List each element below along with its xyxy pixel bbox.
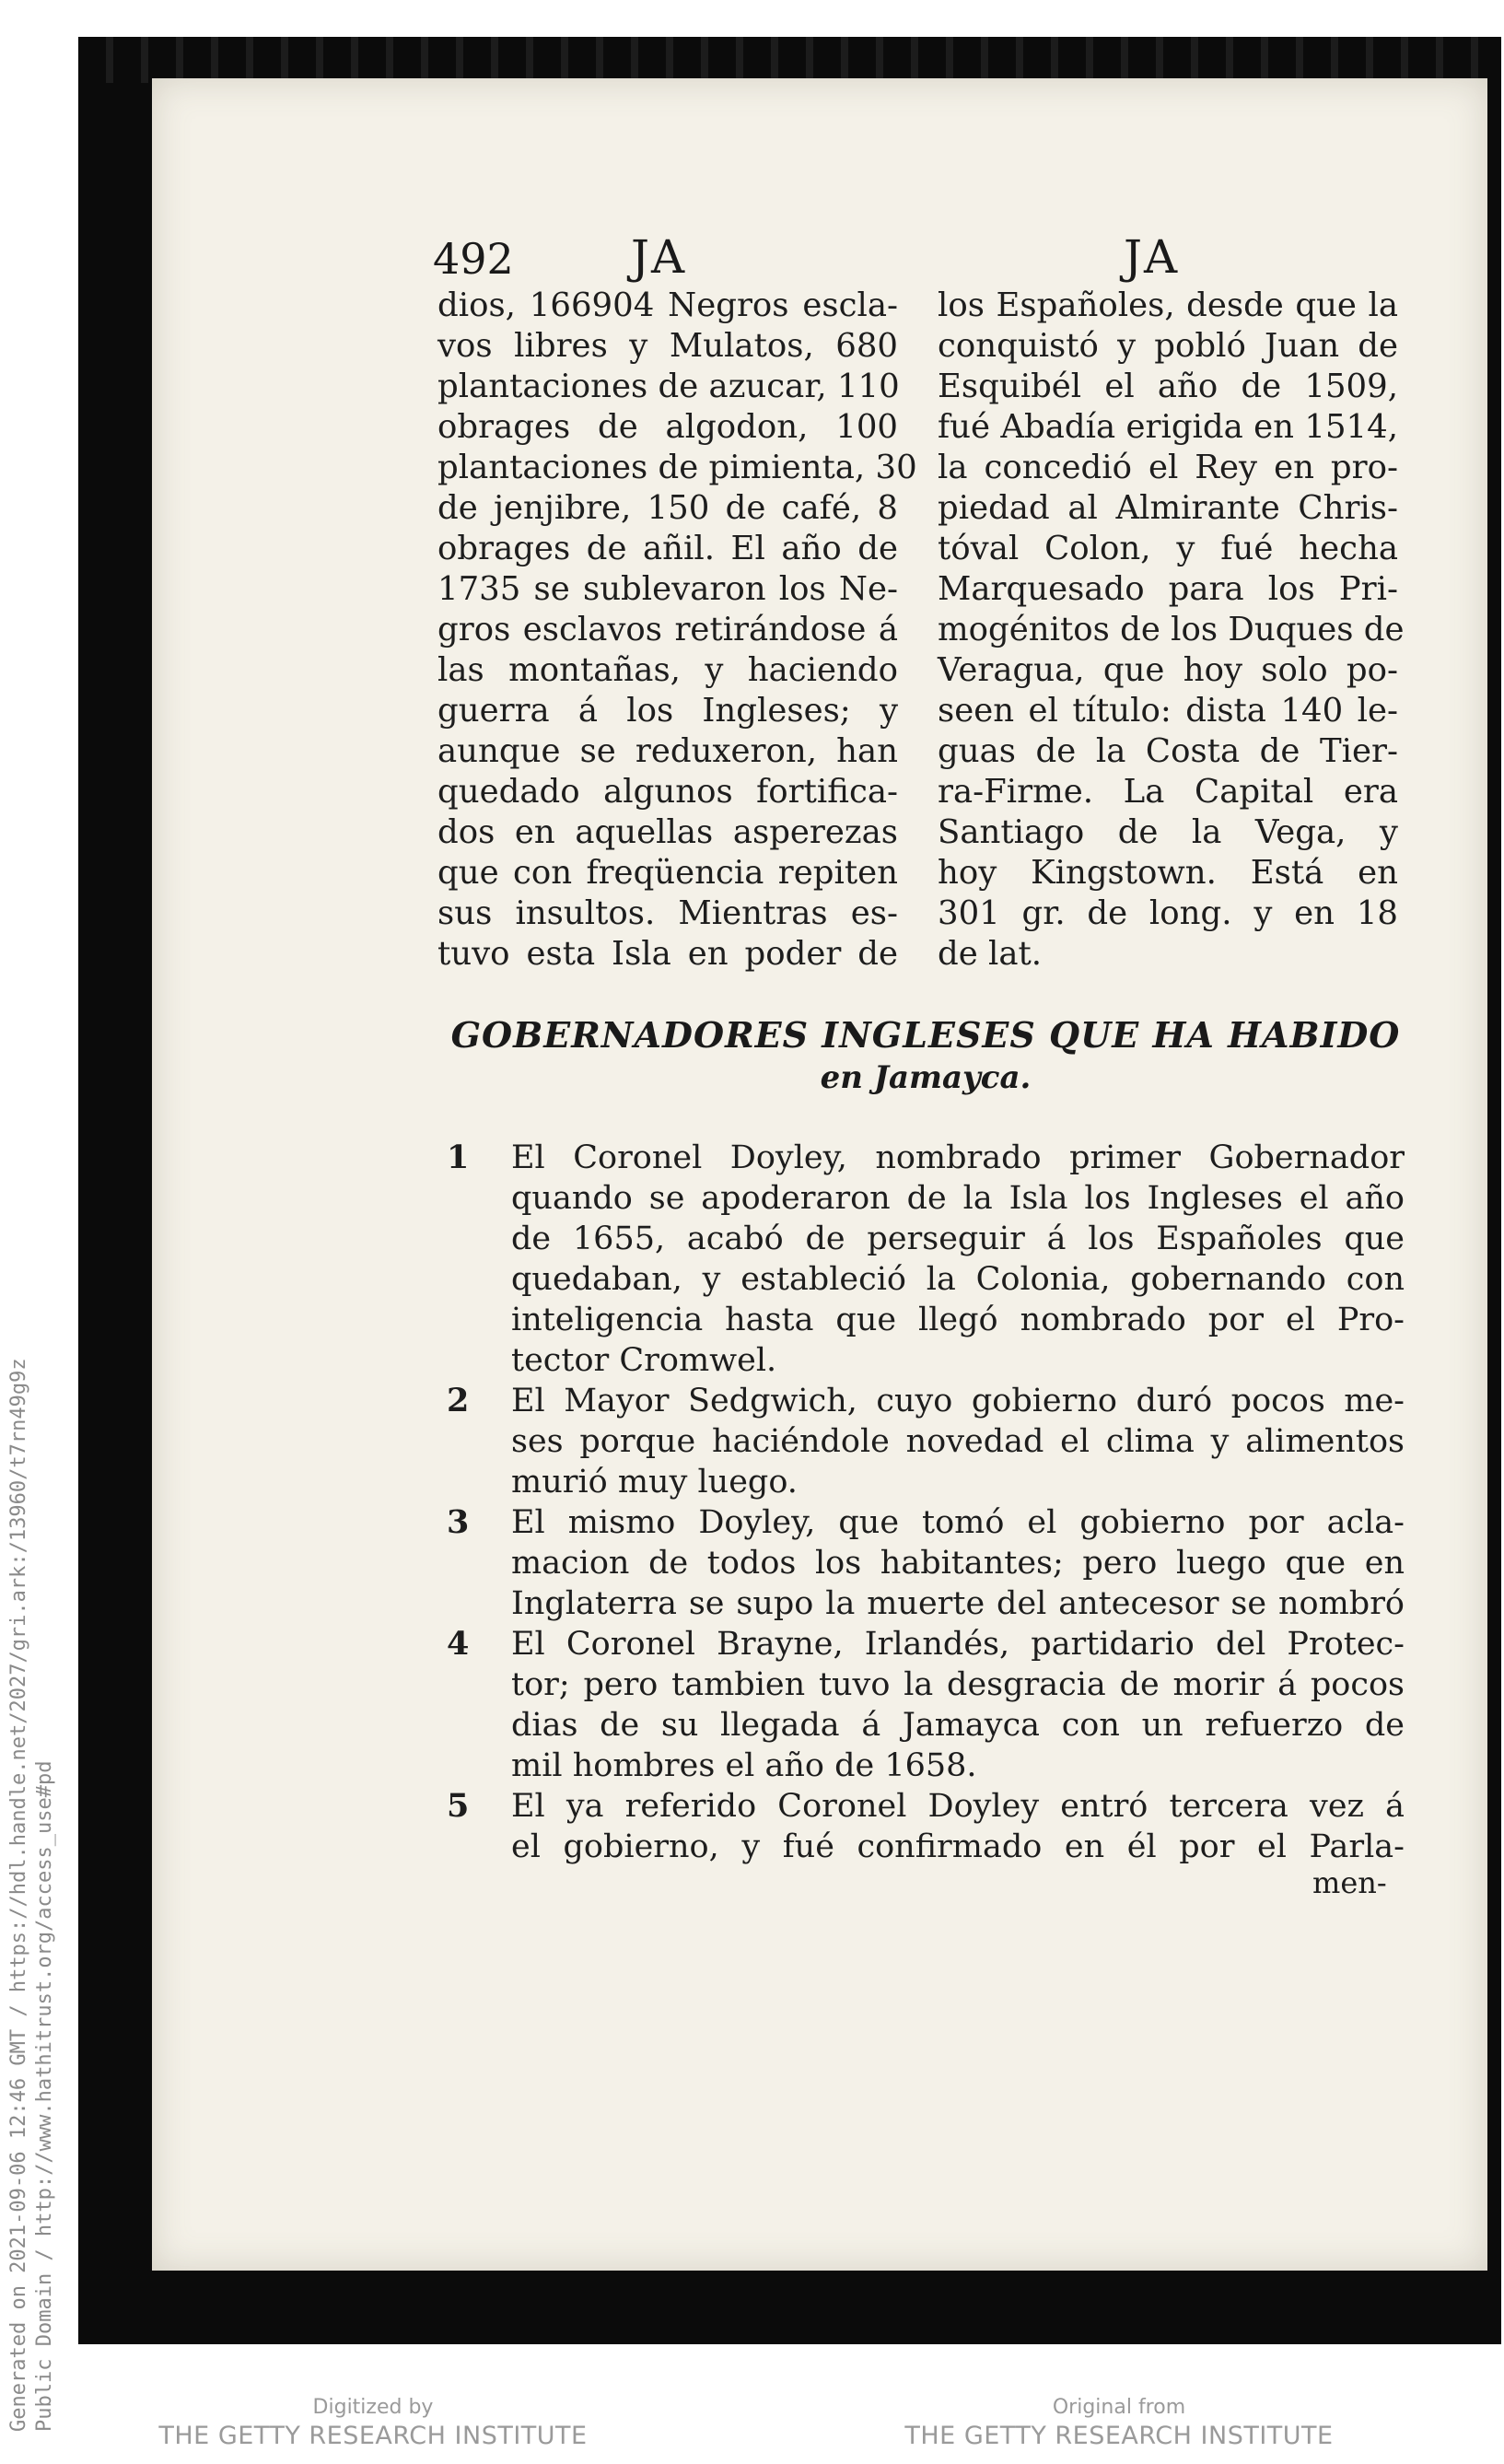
text-line: la concedió el Rey en pro- (938, 449, 1398, 486)
text-line: guas de la Costa de Tier- (938, 732, 1398, 770)
text-line: las montañas, y haciendo (437, 651, 898, 689)
text-line: El ya referido Coronel Doyley entró tercera vez á (511, 1788, 1405, 1825)
text-line: murió muy luego. (511, 1464, 798, 1501)
text-line: El Coronel Doyley, nombrado primer Gobernador (511, 1139, 1405, 1176)
list-item (442, 1786, 1405, 1867)
section-subtitle: en Jamayca. (820, 1059, 1032, 1096)
text-line: mil hombres el año de 1658. (511, 1747, 977, 1784)
footer-digitized-by (97, 2395, 649, 2452)
item-number: 3 (447, 1503, 470, 1541)
text-line: Santiago de la Vega, y (938, 813, 1398, 851)
text-line: piedad al Almirante Chris- (938, 489, 1398, 527)
scan-edge (78, 37, 1501, 83)
text-line: El Mayor Sedgwich, cuyo gobierno duró pocos me- (511, 1383, 1405, 1419)
text-line: ra-Firme. La Capital era (938, 773, 1398, 811)
text-line: quedaban, y estableció la Colonia, gobernando con (511, 1261, 1405, 1298)
governors-list (442, 1138, 1405, 1867)
footer-institution: THE GETTY RESEARCH INSTITUTE (904, 2422, 1334, 2450)
text-line: plantaciones de pimienta, 30 (437, 449, 917, 486)
text-line: gros esclavos retirándose á (437, 611, 898, 648)
item-number: 2 (447, 1382, 470, 1419)
text-line: tóval Colon, y fué hecha (938, 530, 1398, 567)
stamp-public-domain-line: Public Domain / http://www.hathitrust.org/access_use#pd (33, 1760, 56, 2432)
section-title: GOBERNADORES INGLESES QUE HA HABIDO (450, 1014, 1401, 1056)
text-line: dos en aquellas asperezas (437, 813, 898, 851)
text-line: que con freqüencia repiten (437, 854, 898, 892)
text-line: Marquesado para los Pri- (938, 570, 1398, 608)
text-line: guerra á los Ingleses; y (437, 692, 898, 730)
text-line: Inglaterra se supo la muerte del antecesor se nombró (511, 1585, 1405, 1622)
text-line: el gobierno, y fué confirmado en él por el Parla- (511, 1828, 1405, 1865)
catchword: men- (1312, 1865, 1387, 1900)
footer-caption: Digitized by (312, 2396, 434, 2419)
text-line: quando se apoderaron de la Isla los Ingleses el año (511, 1180, 1405, 1217)
text-line: obrages de añil. El año de (437, 530, 898, 567)
running-head-right: JA (1124, 230, 1180, 284)
footer-caption: Original from (1052, 2396, 1186, 2419)
text-line: tor; pero tambien tuvo la desgracia de morir á pocos (511, 1666, 1405, 1703)
text-line: obrages de algodon, 100 (437, 408, 898, 446)
text-line: fué Abadía erigida en 1514, (938, 408, 1398, 446)
text-line: quedado algunos fortifica- (437, 773, 898, 811)
list-item (442, 1381, 1405, 1502)
text-line: tuvo esta Isla en poder de (437, 935, 898, 973)
list-item (442, 1502, 1405, 1624)
text-line: conquistó y pobló Juan de (938, 327, 1398, 365)
text-line: sus insultos. Mientras es- (437, 894, 898, 932)
text-line: macion de todos los habitantes; pero luego que en (511, 1545, 1405, 1582)
running-head-left: JA (631, 230, 687, 284)
text-line: El mismo Doyley, que tomó el gobierno por acla- (511, 1504, 1405, 1541)
text-line: de 1655, acabó de perseguir á los Españoles que (511, 1220, 1405, 1257)
text-line: plantaciones de azucar, 110 (437, 368, 900, 405)
text-line: tector Cromwel. (511, 1342, 777, 1379)
text-line: ses porque haciéndole novedad el clima y alimentos (511, 1423, 1405, 1460)
text-line: Esquibél el año de 1509, (938, 368, 1398, 405)
text-line: de lat. (938, 935, 1043, 973)
text-line: 301 gr. de long. y en 18 (938, 894, 1398, 932)
item-number: 1 (447, 1139, 470, 1176)
text-line: El Coronel Brayne, Irlandés, partidario del Protec- (511, 1626, 1405, 1663)
running-head (433, 230, 1409, 286)
text-line: dias de su llegada á Jamayca con un refuerzo de (511, 1707, 1405, 1744)
text-line: seen el título: dista 140 le- (938, 692, 1398, 730)
footer-original-from (843, 2395, 1395, 2452)
stamp-generated-line: Generated on 2021-09-06 12:46 GMT / https://hdl.handle.net/2027/gri.ark:/13960/t7rn49g9z (7, 1358, 30, 2432)
text-line: vos libres y Mulatos, 680 (437, 327, 898, 365)
text-line: Veragua, que hoy solo po- (938, 651, 1398, 689)
footer-institution: THE GETTY RESEARCH INSTITUTE (158, 2422, 588, 2450)
list-item (442, 1138, 1405, 1381)
right-column (938, 286, 1405, 975)
hathitrust-stamp (0, 0, 55, 2464)
text-line: aunque se reduxeron, han (437, 732, 898, 770)
text-line: 1735 se sublevaron los Ne- (437, 570, 898, 608)
text-line: hoy Kingstown. Está en (938, 854, 1398, 892)
text-line: inteligencia hasta que llegó nombrado por el Pro- (511, 1302, 1405, 1338)
page-number: 492 (433, 234, 514, 284)
item-number: 4 (447, 1625, 470, 1663)
list-item (442, 1624, 1405, 1786)
text-line: dios, 166904 Negros escla- (437, 286, 898, 324)
item-number: 5 (447, 1787, 470, 1825)
left-column (437, 286, 917, 975)
text-line: mogénitos de los Duques de (938, 611, 1405, 648)
text-line: de jenjibre, 150 de café, 8 (437, 489, 898, 527)
text-line: los Españoles, desde que la (938, 286, 1398, 324)
